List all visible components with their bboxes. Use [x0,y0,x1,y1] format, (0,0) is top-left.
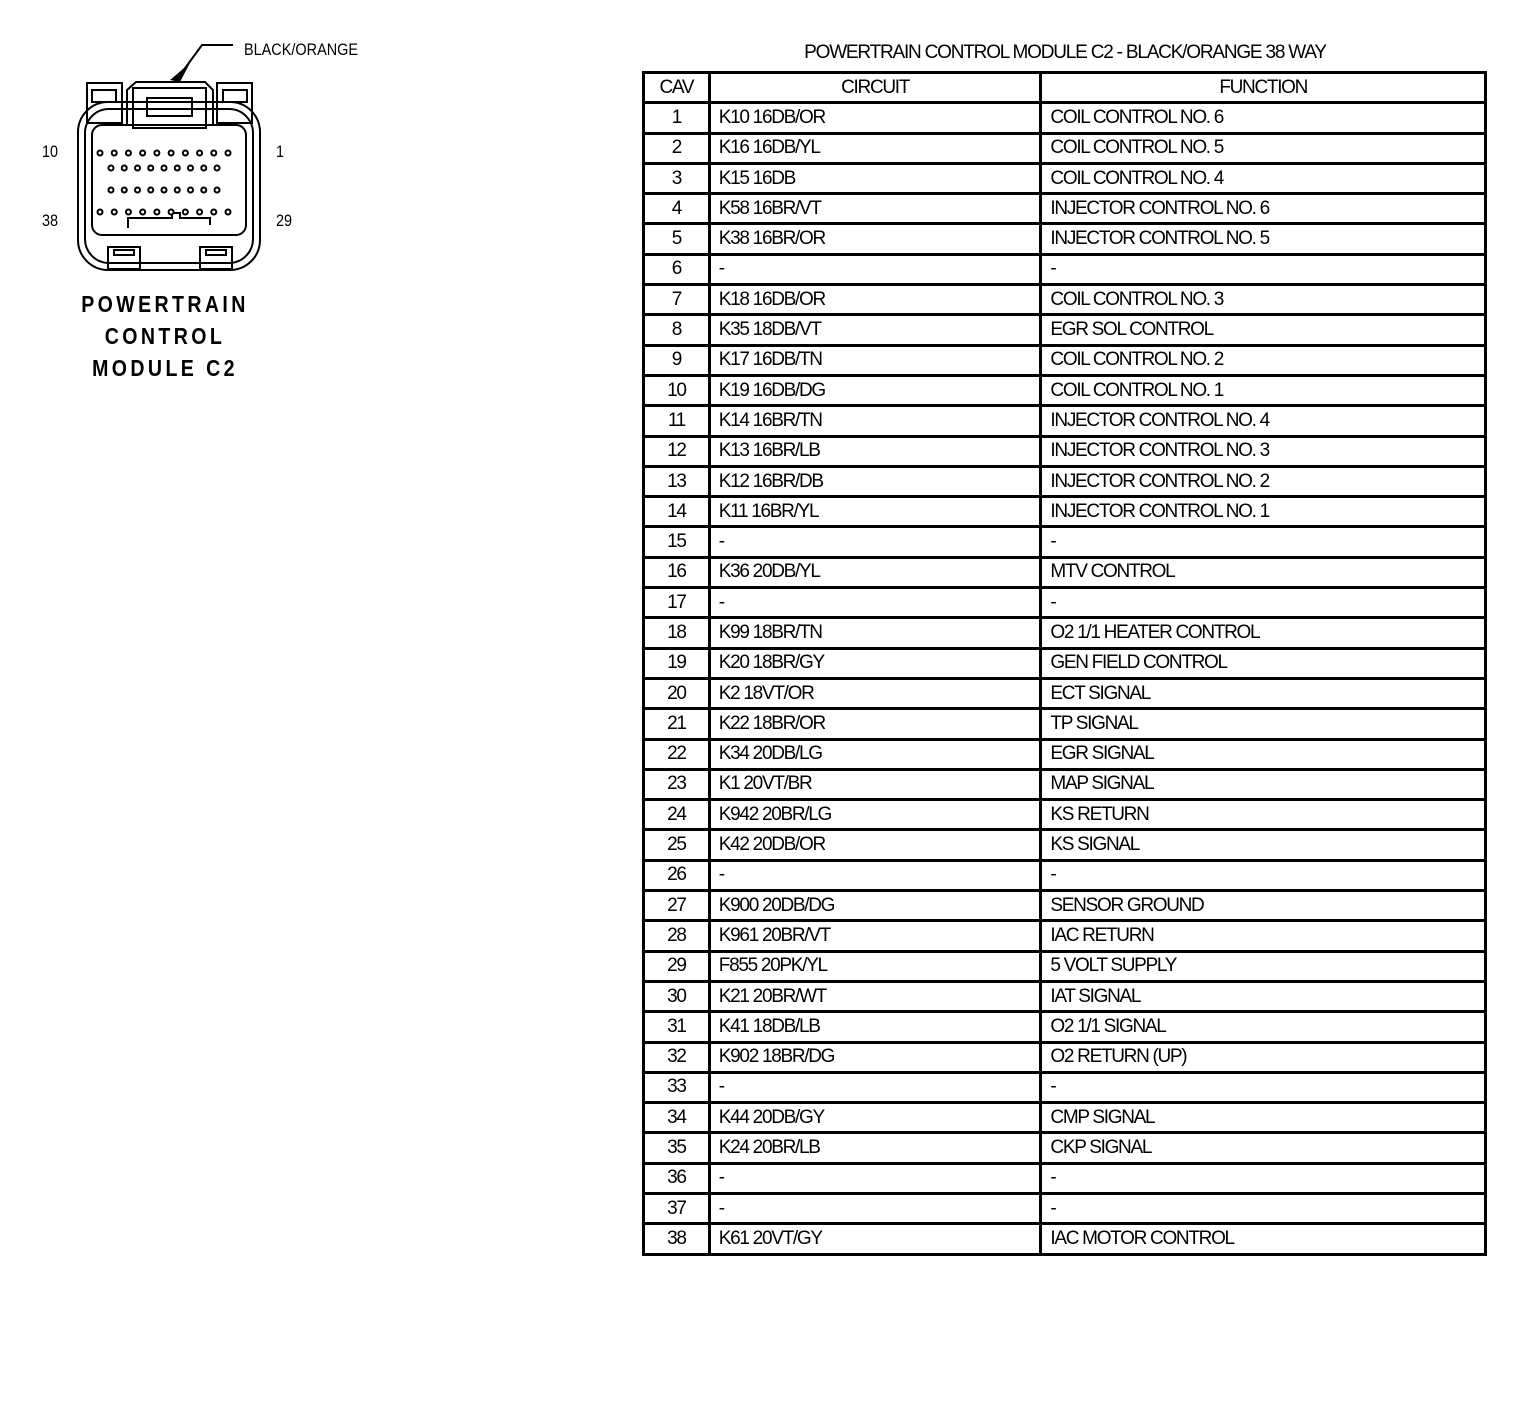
circuit-cell: - [709,860,1041,890]
pin-cavity [175,166,180,171]
cav-cell: 19 [644,648,710,678]
table-row [644,1193,1486,1223]
function-cell: COIL CONTROL NO. 5 [1041,133,1486,163]
pin-cavity [211,210,216,215]
pin-cavity [126,210,131,215]
table-title: POWERTRAIN CONTROL MODULE C2 - BLACK/ORANGE 38 WAY [804,42,1326,63]
table-row [644,103,1486,133]
circuit-cell: K19 16DB/DG [709,375,1041,405]
circuit-cell: K44 20DB/GY [709,1103,1041,1133]
pin-cavity [226,210,231,215]
table-row [644,739,1486,769]
table-row [644,254,1486,284]
function-cell: O2 RETURN (UP) [1041,1042,1486,1072]
cav-cell: 35 [644,1133,710,1163]
table-row [644,163,1486,193]
circuit-cell: K961 20BR/VT [709,921,1041,951]
circuit-cell: K12 16BR/DB [709,466,1041,496]
cav-cell: 20 [644,678,710,708]
leader-line [180,45,233,75]
pin-cavity [154,151,159,156]
circuit-cell: K36 20DB/YL [709,557,1041,587]
cav-cell: 16 [644,557,710,587]
circuit-cell: K61 20VT/GY [709,1224,1041,1254]
function-cell: EGR SOL CONTROL [1041,315,1486,345]
function-cell: - [1041,860,1486,890]
cav-cell: 4 [644,194,710,224]
table-row [644,891,1486,921]
pin-label-10: 10 [42,142,59,161]
function-cell: MAP SIGNAL [1041,769,1486,799]
pin-cavity [148,166,153,171]
circuit-cell: K41 18DB/LB [709,1012,1041,1042]
circuit-cell: - [709,1193,1041,1223]
circuit-cell: K1 20VT/BR [709,769,1041,799]
circuit-cell: K24 20BR/LB [709,1133,1041,1163]
pin-label-38: 38 [42,211,59,230]
function-cell: COIL CONTROL NO. 3 [1041,285,1486,315]
pin-cavity [183,210,188,215]
pin-cavity [112,151,117,156]
function-cell: - [1041,1163,1486,1193]
cav-cell: 15 [644,527,710,557]
function-cell: - [1041,1193,1486,1223]
arrow-head [170,63,190,82]
cav-cell: 32 [644,1042,710,1072]
pin-cavity [183,151,188,156]
cav-cell: 2 [644,133,710,163]
pin-cavity [162,166,167,171]
connector-diagram [30,30,370,290]
table-row [644,951,1486,981]
cav-cell: 22 [644,739,710,769]
table-row [644,709,1486,739]
table-row [644,133,1486,163]
pin-cavity [169,210,174,215]
circuit-cell: K17 16DB/TN [709,345,1041,375]
cav-cell: 36 [644,1163,710,1193]
circuit-cell: - [709,527,1041,557]
circuit-cell: K16 16DB/YL [709,133,1041,163]
circuit-cell: K20 18BR/GY [709,648,1041,678]
pin-cavity [197,210,202,215]
cav-cell: 17 [644,588,710,618]
cav-cell: 27 [644,891,710,921]
cav-cell: 14 [644,497,710,527]
table-row [644,1012,1486,1042]
function-cell: ECT SIGNAL [1041,678,1486,708]
cav-cell: 1 [644,103,710,133]
function-cell: - [1041,1072,1486,1102]
function-cell: - [1041,588,1486,618]
table-row [644,678,1486,708]
function-cell: IAT SIGNAL [1041,981,1486,1011]
table-row [644,1224,1486,1254]
table-row [644,1042,1486,1072]
circuit-cell: K21 20BR/WT [709,981,1041,1011]
table-row [644,497,1486,527]
cav-cell: 8 [644,315,710,345]
cav-cell: 38 [644,1224,710,1254]
cav-cell: 25 [644,830,710,860]
table-row [644,315,1486,345]
cav-cell: 34 [644,1103,710,1133]
table-row [644,194,1486,224]
pin-cavity [135,188,140,193]
pin-cavity [140,151,145,156]
function-cell: - [1041,527,1486,557]
cav-cell: 23 [644,769,710,799]
cav-cell: 29 [644,951,710,981]
circuit-cell: K13 16BR/LB [709,436,1041,466]
table-row [644,1163,1486,1193]
circuit-cell: K58 16BR/VT [709,194,1041,224]
table-row [644,285,1486,315]
pin-cavity [169,151,174,156]
header-circuit: CIRCUIT [709,73,1041,103]
table-row [644,1072,1486,1102]
function-cell: INJECTOR CONTROL NO. 1 [1041,497,1486,527]
cav-cell: 31 [644,1012,710,1042]
module-title-line: CONTROL [104,323,226,349]
function-cell: TP SIGNAL [1041,709,1486,739]
pin-cavity [98,151,103,156]
circuit-cell: K18 16DB/OR [709,285,1041,315]
circuit-cell: K11 16BR/YL [709,497,1041,527]
cav-cell: 3 [644,163,710,193]
table-row [644,224,1486,254]
table-row [644,345,1486,375]
circuit-cell: - [709,1072,1041,1102]
pin-cavity [98,210,103,215]
pin-cavity [148,188,153,193]
function-cell: KS SIGNAL [1041,830,1486,860]
pin-cavity [109,166,114,171]
pinout-table [642,71,1487,1256]
pin-cavity [226,151,231,156]
table-row [644,769,1486,799]
table-row [644,981,1486,1011]
circuit-cell: K38 16BR/OR [709,224,1041,254]
connector-color-label: BLACK/ORANGE [244,40,359,59]
function-cell: GEN FIELD CONTROL [1041,648,1486,678]
pin-cavity [215,188,220,193]
cav-cell: 28 [644,921,710,951]
cav-cell: 11 [644,406,710,436]
function-cell: INJECTOR CONTROL NO. 4 [1041,406,1486,436]
table-row [644,830,1486,860]
table-row [644,800,1486,830]
pin-cavity [140,210,145,215]
circuit-cell: - [709,588,1041,618]
header-cav: CAV [644,73,710,103]
pin-cavity [112,210,117,215]
cav-cell: 5 [644,224,710,254]
circuit-cell: K15 16DB [709,163,1041,193]
circuit-cell: - [709,254,1041,284]
function-cell: 5 VOLT SUPPLY [1041,951,1486,981]
circuit-cell: K34 20DB/LG [709,739,1041,769]
circuit-cell: K22 18BR/OR [709,709,1041,739]
cav-cell: 18 [644,618,710,648]
pin-cavity [154,210,159,215]
pin-cavity [215,166,220,171]
header-function: FUNCTION [1041,73,1486,103]
cav-cell: 26 [644,860,710,890]
circuit-cell: K900 20DB/DG [709,891,1041,921]
circuit-cell: K10 16DB/OR [709,103,1041,133]
function-cell: SENSOR GROUND [1041,891,1486,921]
circuit-cell: K99 18BR/TN [709,618,1041,648]
function-cell: KS RETURN [1041,800,1486,830]
function-cell: COIL CONTROL NO. 4 [1041,163,1486,193]
pin-cavity [122,188,127,193]
pin-cavity [201,188,206,193]
pin-cavity [188,166,193,171]
pin-cavity [188,188,193,193]
table-row [644,375,1486,405]
cav-cell: 30 [644,981,710,1011]
table-row [644,648,1486,678]
cav-cell: 10 [644,375,710,405]
cav-cell: 12 [644,436,710,466]
function-cell: IAC MOTOR CONTROL [1041,1224,1486,1254]
module-title [76,288,255,384]
function-cell: EGR SIGNAL [1041,739,1486,769]
table-row [644,588,1486,618]
function-cell: COIL CONTROL NO. 6 [1041,103,1486,133]
function-cell: CMP SIGNAL [1041,1103,1486,1133]
circuit-cell: K942 20BR/LG [709,800,1041,830]
cav-cell: 7 [644,285,710,315]
cav-cell: 9 [644,345,710,375]
module-title-line: MODULE C2 [92,355,238,381]
pin-cavity [109,188,114,193]
pin-label-1: 1 [276,142,285,161]
cav-cell: 21 [644,709,710,739]
table-row [644,618,1486,648]
table-row [644,1103,1486,1133]
circuit-cell: K14 16BR/TN [709,406,1041,436]
table-row [644,557,1486,587]
function-cell: INJECTOR CONTROL NO. 6 [1041,194,1486,224]
table-row [644,406,1486,436]
pin-cavity [175,188,180,193]
circuit-cell: K2 18VT/OR [709,678,1041,708]
pin-label-29: 29 [276,211,293,230]
table-header-row [644,73,1486,103]
circuit-cell: K35 18DB/VT [709,315,1041,345]
cav-cell: 6 [644,254,710,284]
circuit-cell: K902 18BR/DG [709,1042,1041,1072]
cav-cell: 24 [644,800,710,830]
table-row [644,921,1486,951]
function-cell: CKP SIGNAL [1041,1133,1486,1163]
function-cell: COIL CONTROL NO. 2 [1041,345,1486,375]
function-cell: COIL CONTROL NO. 1 [1041,375,1486,405]
pin-cavity [122,166,127,171]
function-cell: IAC RETURN [1041,921,1486,951]
function-cell: INJECTOR CONTROL NO. 2 [1041,466,1486,496]
table-row [644,527,1486,557]
table-row [644,466,1486,496]
pin-cavity [135,166,140,171]
function-cell: - [1041,254,1486,284]
pin-cavity [197,151,202,156]
pin-cavity [211,151,216,156]
cav-cell: 37 [644,1193,710,1223]
function-cell: INJECTOR CONTROL NO. 3 [1041,436,1486,466]
function-cell: INJECTOR CONTROL NO. 5 [1041,224,1486,254]
function-cell: MTV CONTROL [1041,557,1486,587]
circuit-cell: - [709,1163,1041,1193]
module-title-line: POWERTRAIN [81,291,249,317]
pin-cavity [201,166,206,171]
pin-cavity [126,151,131,156]
circuit-cell: F855 20PK/YL [709,951,1041,981]
table-row [644,1133,1486,1163]
circuit-cell: K42 20DB/OR [709,830,1041,860]
pin-cavity [162,188,167,193]
function-cell: O2 1/1 SIGNAL [1041,1012,1486,1042]
function-cell: O2 1/1 HEATER CONTROL [1041,618,1486,648]
cav-cell: 13 [644,466,710,496]
cav-cell: 33 [644,1072,710,1102]
table-row [644,860,1486,890]
table-row [644,436,1486,466]
